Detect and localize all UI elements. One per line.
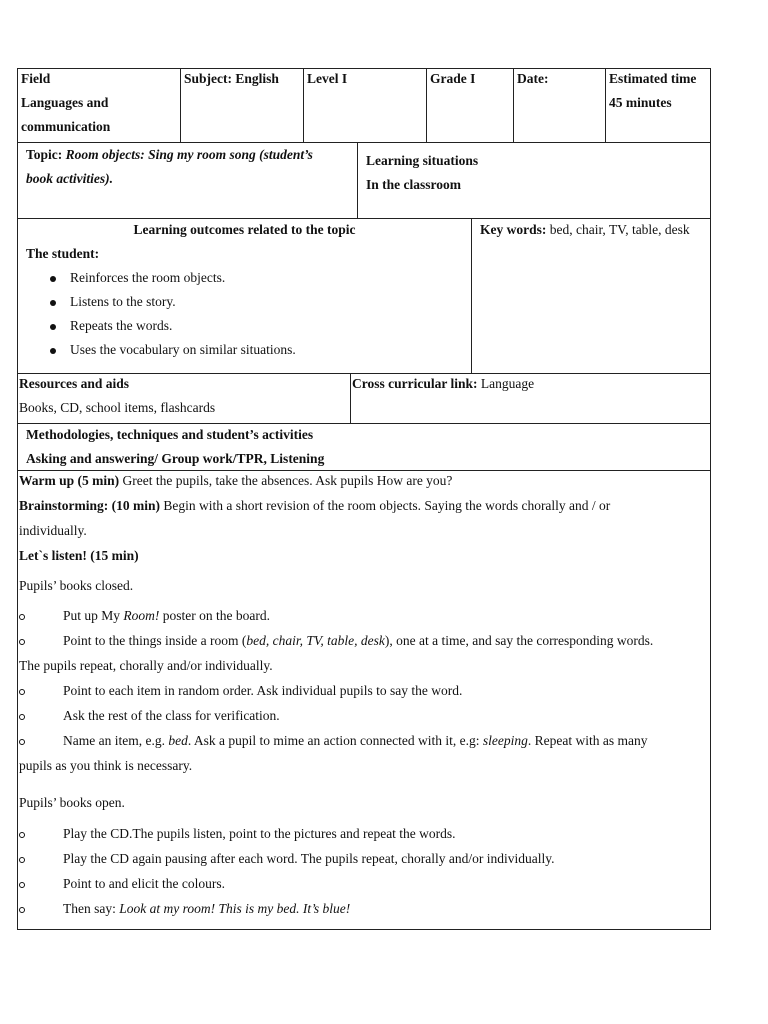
brainstorm-line bbox=[19, 498, 610, 514]
outcomes-list bbox=[26, 270, 463, 358]
topic-text-2: book activities). bbox=[26, 171, 113, 186]
step-play-cd-again: Play the CD again pausing after each word. The pupils repeat, chorally and/or individually. bbox=[63, 851, 555, 866]
step-point-things: Point to the things inside a room (bed, chair, TV, table, desk), one at a time, and say the corresponding words. bbox=[63, 633, 654, 648]
bullet-icon bbox=[50, 324, 56, 330]
header-row bbox=[18, 69, 710, 143]
step-poster: Put up My Room! poster on the board. bbox=[63, 608, 270, 623]
topic-cell bbox=[18, 143, 358, 218]
date-cell: Date: bbox=[514, 69, 606, 142]
level-cell: Level I bbox=[304, 69, 427, 142]
grade-cell: Grade I bbox=[427, 69, 514, 142]
books-open: Pupils’ books open. bbox=[19, 795, 125, 810]
outcomes-heading: Learning outcomes related to the topic bbox=[133, 222, 356, 237]
bullet-icon bbox=[19, 907, 25, 913]
bullet-icon bbox=[19, 614, 25, 620]
cross-value: Language bbox=[480, 376, 535, 391]
bullet-icon bbox=[19, 882, 25, 888]
keywords-value: bed, chair, TV, table, desk bbox=[549, 222, 690, 237]
books-closed: Pupils’ books closed. bbox=[19, 578, 134, 593]
step-mime: Name an item, e.g. bed. Ask a pupil to mime an action connected with it, e.g: sleeping. Repeat with as many bbox=[63, 733, 648, 748]
cross-label: Cross curricular link: bbox=[352, 376, 478, 391]
lesson-plan-sheet bbox=[17, 68, 711, 930]
bullet-icon bbox=[19, 639, 25, 645]
step-play-cd: Play the CD.The pupils listen, point to the pictures and repeat the words. bbox=[63, 826, 456, 841]
resources-row bbox=[18, 374, 710, 424]
time-cell bbox=[606, 69, 712, 142]
step-point-things-cont: The pupils repeat, chorally and/or individually. bbox=[19, 658, 273, 673]
procedure-section bbox=[18, 471, 710, 931]
bullet-icon bbox=[19, 714, 25, 720]
keywords-label: Key words: bbox=[480, 222, 547, 237]
situations-cell bbox=[358, 143, 712, 218]
resources-cell bbox=[18, 374, 351, 423]
step-verification: Ask the rest of the class for verification. bbox=[63, 708, 280, 723]
listen-label: Let`s listen! (15 min) bbox=[19, 548, 139, 563]
situations-value: In the classroom bbox=[366, 177, 462, 192]
outcomes-cell bbox=[18, 219, 472, 373]
subject-cell: Subject: English bbox=[181, 69, 304, 142]
list-item: Repeats the words. bbox=[26, 318, 463, 334]
list-item: Listens to the story. bbox=[26, 294, 463, 310]
situations-label: Learning situations bbox=[366, 153, 479, 168]
warmup-line bbox=[19, 473, 452, 489]
field-label: Field bbox=[21, 71, 51, 86]
step-mime-cont: pupils as you think is necessary. bbox=[19, 758, 193, 773]
bullet-icon bbox=[19, 832, 25, 838]
bullet-icon bbox=[50, 348, 56, 354]
list-item: Uses the vocabulary on similar situations. bbox=[26, 342, 463, 358]
bullet-icon bbox=[50, 276, 56, 282]
brainstorm-text-2: individually. bbox=[19, 523, 87, 538]
resources-label: Resources and aids bbox=[19, 376, 130, 391]
step-random-order: Point to each item in random order. Ask individual pupils to say the word. bbox=[63, 683, 463, 698]
resources-value: Books, CD, school items, flashcards bbox=[19, 400, 216, 415]
topic-row bbox=[18, 143, 710, 219]
bullet-icon bbox=[19, 857, 25, 863]
warmup-text: Greet the pupils, take the absences. Ask pupils How are you? bbox=[122, 473, 453, 488]
student-label: The student: bbox=[26, 246, 100, 261]
cross-curricular-cell bbox=[351, 374, 712, 423]
keywords-cell bbox=[472, 219, 712, 373]
step-colours: Point to and elicit the colours. bbox=[63, 876, 225, 891]
field-value-1: Languages and bbox=[21, 95, 109, 110]
methods-row bbox=[18, 424, 710, 471]
bullet-icon bbox=[19, 689, 25, 695]
list-item: Reinforces the room objects. bbox=[26, 270, 463, 286]
outcomes-row bbox=[18, 219, 710, 374]
field-cell bbox=[18, 69, 181, 142]
time-value: 45 minutes bbox=[609, 95, 672, 110]
field-value-2: communication bbox=[21, 119, 111, 134]
bullet-icon bbox=[19, 739, 25, 745]
methods-heading: Methodologies, techniques and student’s activities bbox=[26, 427, 314, 442]
warmup-label: Warm up (5 min) bbox=[19, 473, 120, 488]
brainstorm-text: Begin with a short revision of the room objects. Saying the words chorally and / or bbox=[163, 498, 611, 513]
brainstorm-label: Brainstorming: (10 min) bbox=[19, 498, 160, 513]
time-label: Estimated time bbox=[609, 71, 697, 86]
bullet-icon bbox=[50, 300, 56, 306]
topic-label: Topic: bbox=[26, 147, 63, 162]
step-then-say: Then say: Look at my room! This is my bed. It’s blue! bbox=[63, 901, 351, 916]
topic-text-1: Room objects: Sing my room song (student’s bbox=[65, 147, 313, 162]
methods-value: Asking and answering/ Group work/TPR, Listening bbox=[26, 451, 325, 466]
